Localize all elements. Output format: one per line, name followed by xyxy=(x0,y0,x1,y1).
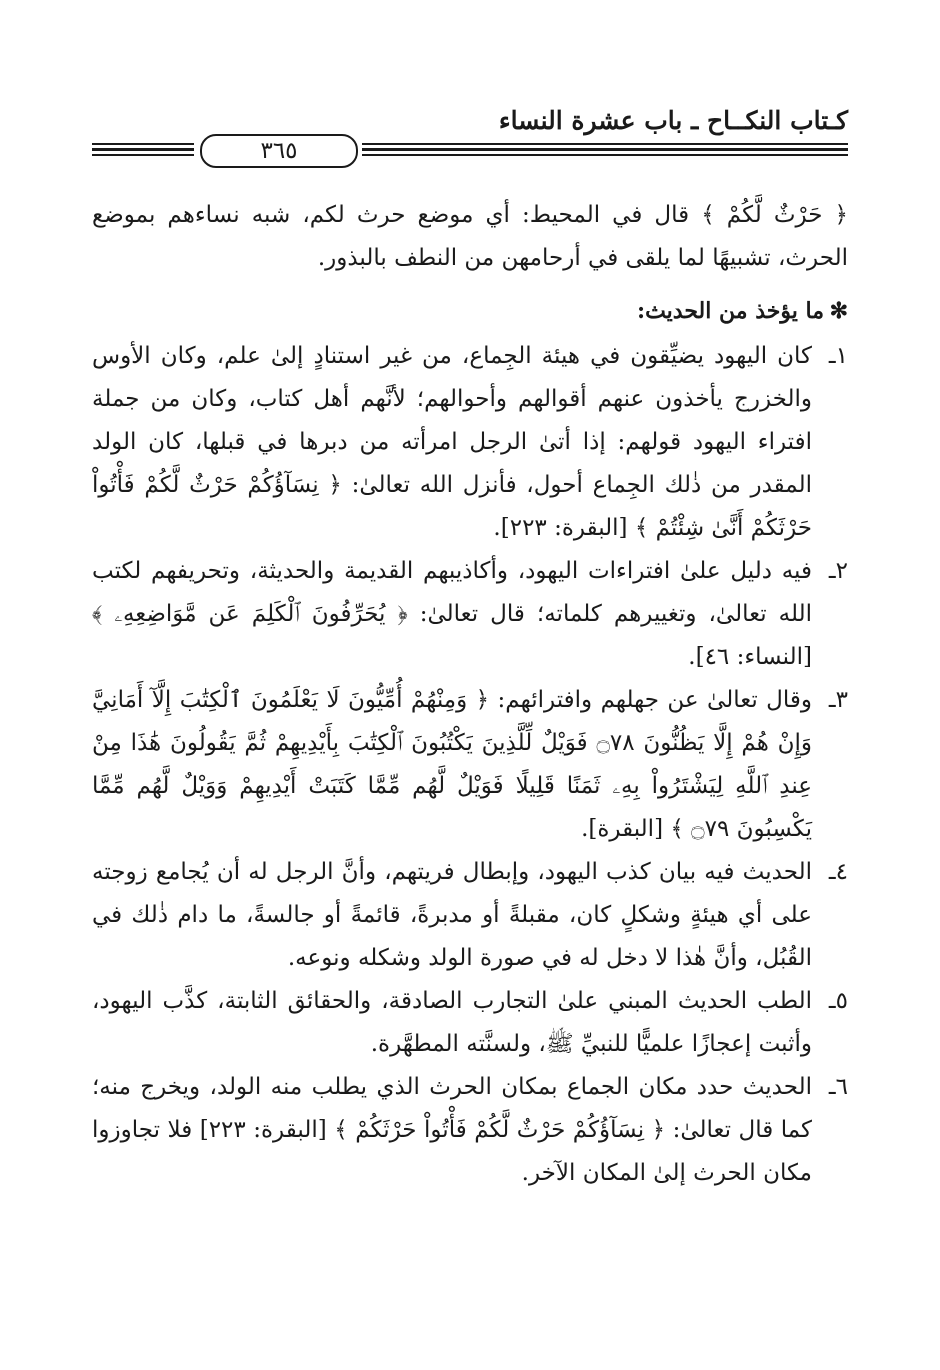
header-rule-line xyxy=(92,148,194,151)
asterisk-icon: ✻ xyxy=(829,298,848,324)
intro-paragraph: ﴿ حَرْثٌ لَّكُمْ ﴾ قال في المحيط: أي موضع حرث لكم، شبه نساءهم بموضع الحرث، تشبيهًا لما يلقى في أرحامهن من النطف بالبذور. xyxy=(92,202,848,271)
section-heading xyxy=(92,290,848,333)
finding-item xyxy=(92,679,848,851)
finding-item xyxy=(92,980,848,1066)
header-rule-line xyxy=(362,143,848,145)
running-head-title: كـتاب النكــاح ـ باب عشرة النساء xyxy=(498,106,848,135)
header-rule-line xyxy=(362,154,848,156)
finding-number: ٦ـ xyxy=(828,1074,848,1100)
header-rule-line xyxy=(362,148,848,151)
finding-text: الحديث حدد مكان الجماع بمكان الحرث الذي يطلب منه الولد، ويخرج منه؛ كما قال تعالىٰ: ﴿ نِسَآؤُكُمْ حَرْثٌ لَّكُمْ فَأْتُواْ حَرْثَكُمْ ﴾ [البقرة: ٢٢٣] فلا تجاوزوا مكان الحرث إلىٰ المكان الآخر. xyxy=(92,1074,813,1186)
page-body xyxy=(92,194,848,1195)
finding-text: وقال تعالىٰ عن جهلهم وافترائهم: ﴿ وَمِنْهُمْ أُمِّيُّونَ لَا يَعْلَمُونَ ٱلْكِتَٰبَ إِلَّآ أَمَانِيَّ وَإِنْ هُمْ إِلَّا يَظُنُّونَ ۝٧٨ فَوَيْلٌ لِّلَّذِينَ يَكْتُبُونَ ٱلْكِتَٰبَ بِأَيْدِيهِمْ ثُمَّ يَقُولُونَ هَٰذَا مِنْ عِندِ ٱللَّهِ لِيَشْتَرُواْ بِهِۦ ثَمَنًا قَلِيلًا فَوَيْلٌ لَّهُم مِّمَّا كَتَبَتْ أَيْدِيهِمْ وَوَيْلٌ لَّهُم مِّمَّا يَكْسِبُونَ ۝٧٩ ﴾ [البقرة]. xyxy=(92,687,812,842)
finding-number: ٢ـ xyxy=(828,558,848,584)
finding-item xyxy=(92,550,848,679)
finding-number: ٤ـ xyxy=(828,859,848,885)
book-page xyxy=(92,0,848,1370)
page-number: ٣٦٥ xyxy=(200,134,358,168)
finding-item xyxy=(92,1066,848,1195)
finding-text: الحديث فيه بيان كذب اليهود، وإبطال فريتهم، وأنَّ الرجل له أن يُجامع زوجته على أي هيئةٍ وشكلٍ كان، مقبلةً أو مدبرةً، قائمةً أو جالسةً، ما دام ذٰلك في القُبُل، وأنَّ هٰذا لا دخل له في صورة الولد وشكله ونوعه. xyxy=(92,859,812,971)
section-heading-text: ما يؤخذ من الحديث: xyxy=(636,298,824,324)
header-rule-line xyxy=(92,143,194,145)
finding-item xyxy=(92,851,848,980)
finding-number: ٣ـ xyxy=(828,687,848,713)
finding-text: الطب الحديث المبني علىٰ التجارب الصادقة، والحقائق الثابتة، كذَّب اليهود، وأثبت إعجازًا علميًّا للنبيِّ ﷺ، ولسنَّته المطهَّرة. xyxy=(92,988,812,1057)
finding-number: ٥ـ xyxy=(828,988,848,1014)
header-rule-line xyxy=(92,154,194,156)
finding-item xyxy=(92,335,848,550)
finding-number: ١ـ xyxy=(828,343,848,369)
finding-text: كان اليهود يضيِّقون في هيئة الجِماع، من غير استنادٍ إلىٰ علم، وكان الأوس والخزرج يأخذون عنهم أقوالهم وأحوالهم؛ لأنَّهم أهل كتاب، وكان من جملة افتراء اليهود قولهم: إذا أتىٰ الرجل امرأته من دبرها في قبلها، كان الولد المقدر من ذٰلك الجِماع أحول، فأنزل الله تعالىٰ: ﴿ نِسَآؤُكُمْ حَرْثٌ لَّكُمْ فَأْتُواْ حَرْثَكُمْ أَنَّىٰ شِئْتُمْ ﴾ [البقرة: ٢٢٣]. xyxy=(92,343,812,541)
finding-text: فيه دليل علىٰ افتراءات اليهود، وأكاذيبهم القديمة والحديثة، وتحريفهم لكتب الله تعالىٰ، وتغييرهم كلماته؛ قال تعالىٰ: ﴿ يُحَرِّفُونَ ٱلْكَلِمَ عَن مَّوَاضِعِهِۦ ﴾ [النساء: ٤٦]. xyxy=(92,558,812,670)
